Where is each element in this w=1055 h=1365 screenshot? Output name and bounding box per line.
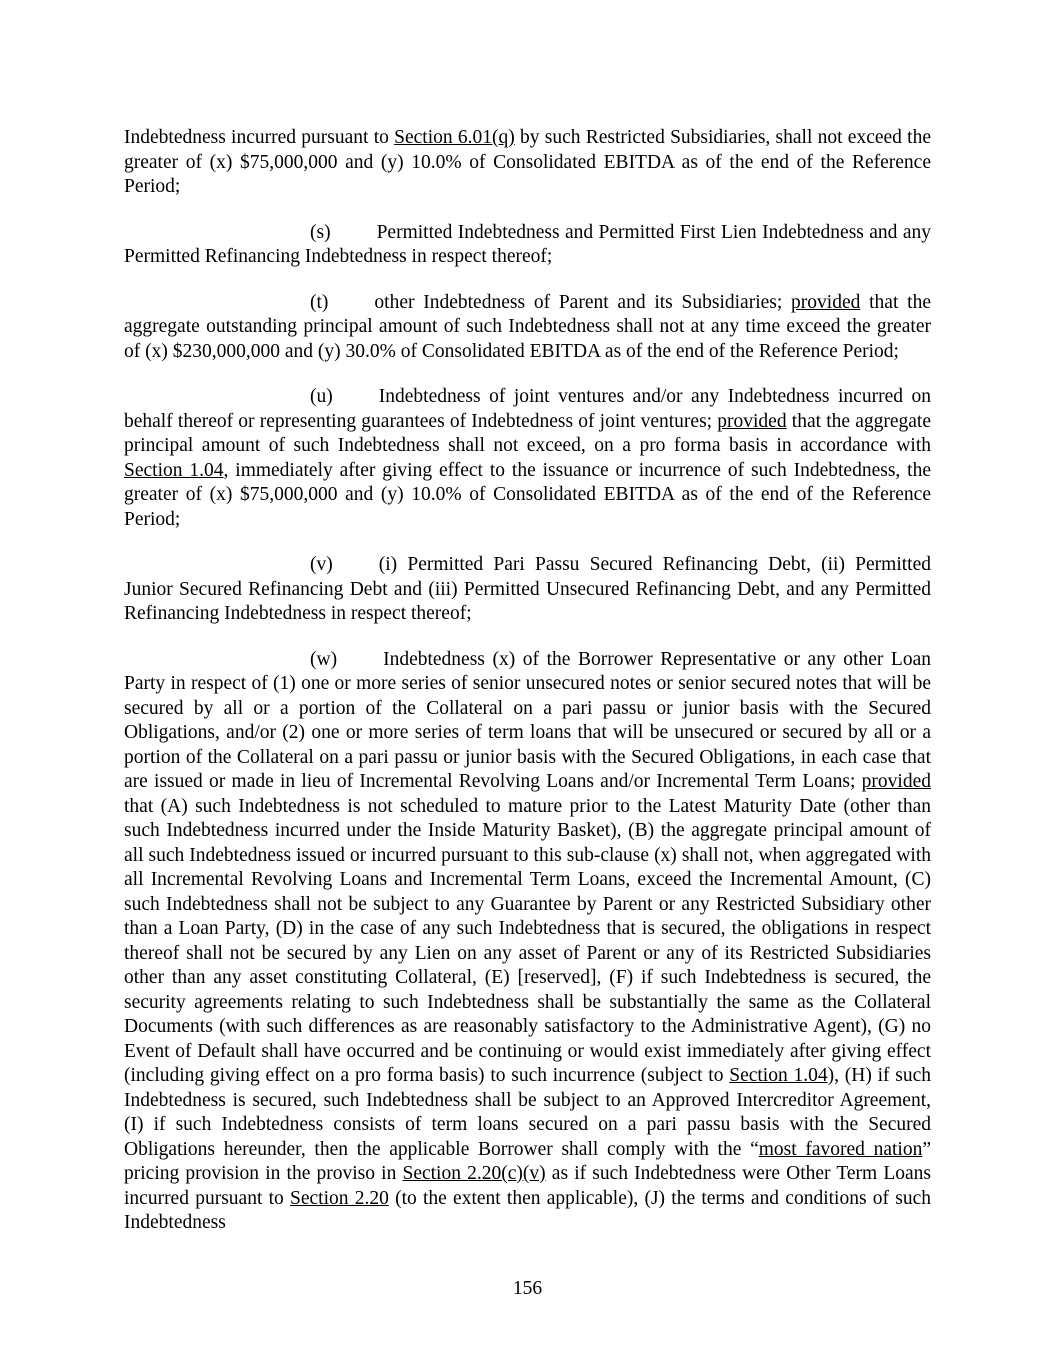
underlined-reference: most favored nation xyxy=(758,1138,923,1160)
underlined-reference: Section 1.04 xyxy=(124,459,224,481)
paragraph xyxy=(124,385,931,532)
text-run: Permitted Indebtedness and Permitted First Lien Indebtedness and any Permitted Refinancing Indebtedness in respect thereof; xyxy=(124,221,931,267)
document-body xyxy=(124,126,931,1236)
paragraph-label: (u) xyxy=(310,386,333,407)
underlined-reference: provided xyxy=(791,291,861,313)
text-run: Indebtedness (x) of the Borrower Representative or any other Loan Party in respect of (1) one or more series of senior unsecured notes or senior secured notes that will be secured by all or a portion of the Collateral on a pari passu or junior basis with the Secured Obligations, and/or (2) one or more series of term loans that will be unsecured or secured by all or a portion of the Collateral on a pari passu or junior basis with the Secured Obligations, in each case that are issued or made in lieu of Incremental Revolving Loans and/or Incremental Term Loans; xyxy=(124,648,931,792)
text-run: other Indebtedness of Parent and its Subsidiaries; xyxy=(374,291,792,313)
paragraph xyxy=(124,126,931,200)
paragraph xyxy=(124,553,931,627)
underlined-reference: provided xyxy=(861,771,931,792)
text-run: by such Restricted Subsidiaries, shall not exceed the greater of (x) $75,000,000 and (y) 10.0% of Consolidated EBITDA as of the end of the Reference Period; xyxy=(124,127,932,197)
paragraph xyxy=(124,291,931,365)
text-run: that the aggregate outstanding principal amount of such Indebtedness shall not at any time exceed the greater of (x) $230,000,000 and (y) 30.0% of Consolidated EBITDA as of the end of the Reference Period; xyxy=(124,291,931,362)
page-number: 156 xyxy=(512,1278,543,1299)
paragraph xyxy=(124,221,931,270)
text-run: that (A) such Indebtedness is not scheduled to mature prior to the Latest Maturity Date (other than such Indebtedness incurred under the Inside Maturity Basket), (B) the aggregate principal amount of all such Indebtedness issued or incurred pursuant to this sub-clause (x) shall not, when aggregated with all Incremental Revolving Loans and Incremental Term Loans, exceed the Incremental Amount, (C) such Indebtedness shall not be subject to any Guarantee by Parent or any Restricted Subsidiary other than a Loan Party, (D) in the case of any such Indebtedness that is secured, the obligations in respect thereof shall not be secured by any Lien on any asset of Parent or any of its Restricted Subsidiaries other than any asset constituting Collateral, (E) [reserved], (F) if such Indebtedness is secured, the security agreements relating to such Indebtedness shall be substantially the same as the Collateral Documents (with such differences as are reasonably satisfactory to the Administrative Agent), (G) no Event of Default shall have occurred and be continuing or would exist immediately after giving effect (including giving effect on a pro forma basis) to such incurrence (subject to xyxy=(124,795,931,1086)
text-run: Indebtedness incurred pursuant to xyxy=(124,127,395,148)
underlined-reference: Section 2.20 xyxy=(290,1187,389,1209)
underlined-reference: Section 2.20(c)(v) xyxy=(402,1163,546,1184)
text-run: (to the extent then applicable), (J) the terms and conditions of such Indebtedness xyxy=(124,1187,931,1233)
text-run: as if such Indebtedness were Other Term Loans incurred pursuant to xyxy=(124,1163,932,1209)
paragraph-label: (t) xyxy=(310,291,329,313)
text-run: (i) Permitted Pari Passu Secured Refinancing Debt, (ii) Permitted Junior Secured Refinancing Debt and (iii) Permitted Unsecured Refinancing Debt, and any Permitted Refinancing Indebtedness in respect thereof; xyxy=(124,554,931,624)
text-run: ” pricing provision in the proviso in xyxy=(124,1138,931,1184)
text-run: ), (H) if such Indebtedness is secured, such Indebtedness shall be subject to an Approved Intercreditor Agreement, (I) if such Indebtedness consists of term loans secured on a pari passu basis with the Secured Obligations hereunder, then the applicable Borrower shall comply with the “ xyxy=(124,1065,931,1160)
underlined-reference: provided xyxy=(717,410,787,432)
underlined-reference: Section 1.04 xyxy=(729,1065,828,1086)
text-run: , immediately after giving effect to the issuance or incurrence of such Indebtedness, the greater of (x) $75,000,000 and (y) 10.0% of Consolidated EBITDA as of the end of the Reference Period; xyxy=(124,459,931,530)
paragraph xyxy=(124,648,931,1236)
paragraph-label: (v) xyxy=(310,554,333,575)
underlined-reference: Section 6.01(q) xyxy=(394,127,515,148)
paragraph-label: (s) xyxy=(310,221,331,243)
text-run: that the aggregate principal amount of such Indebtedness shall not exceed, on a pro forma basis in accordance with xyxy=(124,410,931,456)
paragraph-label: (w) xyxy=(310,648,338,670)
text-run: Indebtedness of joint ventures and/or any Indebtedness incurred on behalf thereof or representing guarantees of Indebtedness of joint ventures; xyxy=(124,386,931,432)
